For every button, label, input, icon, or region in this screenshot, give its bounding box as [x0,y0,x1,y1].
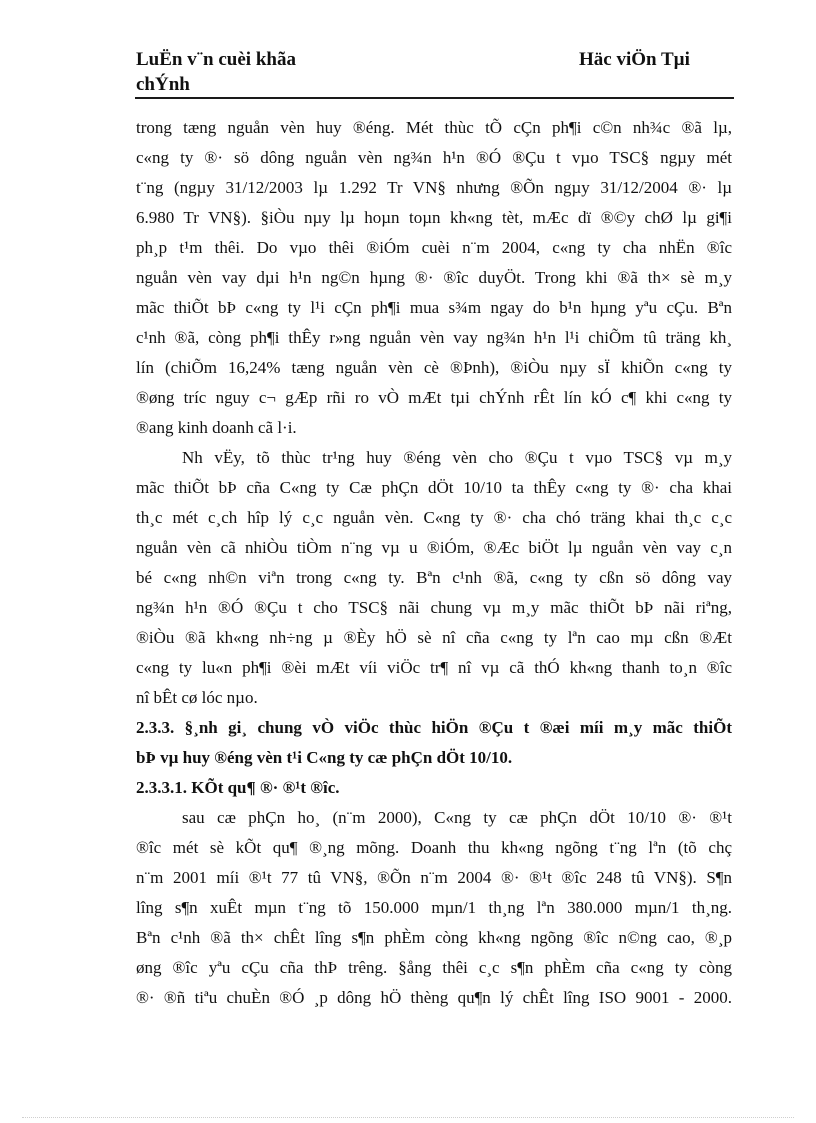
header-title-left [136,47,296,97]
body-line: Nh vËy, tõ thùc tr¹ng huy ®éng vèn cho ®Çu t vµo TSC§ vµ m¸y [182,448,732,467]
body-line: ®ang kinh doanh cã l·i. [136,418,297,437]
body-line: c¹nh ®ã, còng ph¶i thÊy r»ng nguån vèn vay ng¾n h¹n l¹i chiÕm tû träng kh¸ [136,328,732,347]
page-header [135,44,734,99]
subsection-heading: 2.3.3.1. KÕt qu¶ ®· ®¹t ®îc. [136,778,340,797]
header-title-left-line1: LuËn v¨n cuèi khãa [136,49,296,70]
page-bottom-rule [22,1117,794,1118]
body-line: mãc thiÕt bÞ c«ng ty l¹i cÇn ph¶i mua s¾m ngay do b¹n hµng yªu cÇu. Bªn [136,298,732,317]
body-line: mãc thiÕt bÞ cña C«ng ty Cæ phÇn dÖt 10/10 ta thÊy c«ng ty ®· cha khai [136,478,732,497]
body-line: c«ng ty lu«n ph¶i ®èi mÆt víi viÖc tr¶ nî vµ cã thÓ kh«ng thanh to¸n ®îc [136,658,732,677]
section-heading: 2.3.3. §¸nh gi¸ chung vÒ viÖc thùc hiÖn ®Çu t ®æi míi m¸y mãc thiÕt [136,718,732,737]
body-line: lîng s¶n xuÊt mµn t¨ng tõ 150.000 mµn/1 th¸ng lªn 380.000 mµn/1 th¸ng. [136,898,732,917]
body-line: t¨ng (ngµy 31/12/2003 lµ 1.292 Tr VN§ nhưng ®Õn ngµy 31/12/2004 ®· lµ [136,178,732,197]
body-line: ®øng tríc nguy c¬ gÆp rñi ro vÒ mÆt tµi chÝnh rÊt lín kÓ c¶ khi c«ng ty [136,388,732,407]
body-line: trong tæng nguån vèn huy ®éng. Mét thùc tÕ cÇn ph¶i c©n nh¾c ®ã lµ, [136,118,732,137]
body-line: bé c«ng nh©n viªn trong c«ng ty. Bªn c¹nh ®ã, c«ng ty cßn sö dông vay [136,568,732,587]
header-title-left-line2: chÝnh [136,74,190,95]
body-line: ng¾n h¹n ®Ó ®Çu t cho TSC§ nãi chung vµ m¸y mãc thiÕt bÞ nãi riªng, [136,598,732,617]
body-line: ®· ®ñ tiªu chuÈn ®Ó ¸p dông hÖ thèng qu¶n lý chÊt lîng ISO 9001 - 2000. [136,988,732,1007]
body-line: nî bÊt cø lóc nµo. [136,688,258,707]
body-line: lín (chiÕm 16,24% tæng nguån vèn cè ®Þnh), ®iÒu nµy sÏ khiÕn c«ng ty [136,358,732,377]
body-line: n¨m 2001 míi ®¹t 77 tû VN§, ®Õn n¨m 2004 ®· ®¹t ®îc 248 tû VN§). S¶n [136,868,732,887]
body-line: 6.980 Tr VN§). §iÒu nµy lµ hoµn toµn kh«ng tèt, mÆc dï ®©y chØ lµ gi¶i [136,208,732,227]
body-line: ®îc mét sè kÕt qu¶ ®¸ng mõng. Doanh thu kh«ng ngõng t¨ng lªn (tõ chç [136,838,732,857]
body-line: ph¸p t¹m thêi. Do vµo thêi ®iÓm cuèi n¨m 2004, c«ng ty cha nhËn ®îc [136,238,732,257]
body-line: Bªn c¹nh ®ã th× chÊt lîng s¶n phÈm còng kh«ng ngõng ®îc n©ng cao, ®¸p [136,928,732,947]
body-line: sau cæ phÇn ho¸ (n¨m 2000), C«ng ty cæ phÇn dÖt 10/10 ®· ®¹t [182,808,732,827]
header-title-right: Häc viÖn Tµi [579,49,690,70]
body-line: c«ng ty ®· sö dông nguån vèn ng¾n h¹n ®Ó ®Çu t vµo TSC§ ngµy mét [136,148,732,167]
body-line: nguån vèn vay dµi h¹n ng©n hµng ®· ®îc duyÖt. Trong khi ®ã th× sè m¸y [136,268,732,287]
body-line: øng ®îc yªu cÇu cña thÞ trêng. §ång thêi c¸c s¶n phÈm cña c«ng ty còng [136,958,732,977]
document-body [136,113,732,1013]
body-line: th¸c mét c¸ch hîp lý c¸c nguån vèn. C«ng ty ®· cha chó träng khai th¸c c¸c [136,508,732,527]
body-line: nguån vèn cã nhiÒu tiÒm n¨ng vµ u ®iÓm, ®Æc biÖt lµ nguån vèn vay c¸n [136,538,732,557]
section-heading: bÞ vµ huy ®éng vèn t¹i C«ng ty cæ phÇn dÖt 10/10. [136,748,513,767]
body-line: ®iÒu ®ã kh«ng nh÷ng µ ®Èy hÖ sè nî cña c«ng ty lªn cao mµ cßn ®Æt [136,628,732,647]
